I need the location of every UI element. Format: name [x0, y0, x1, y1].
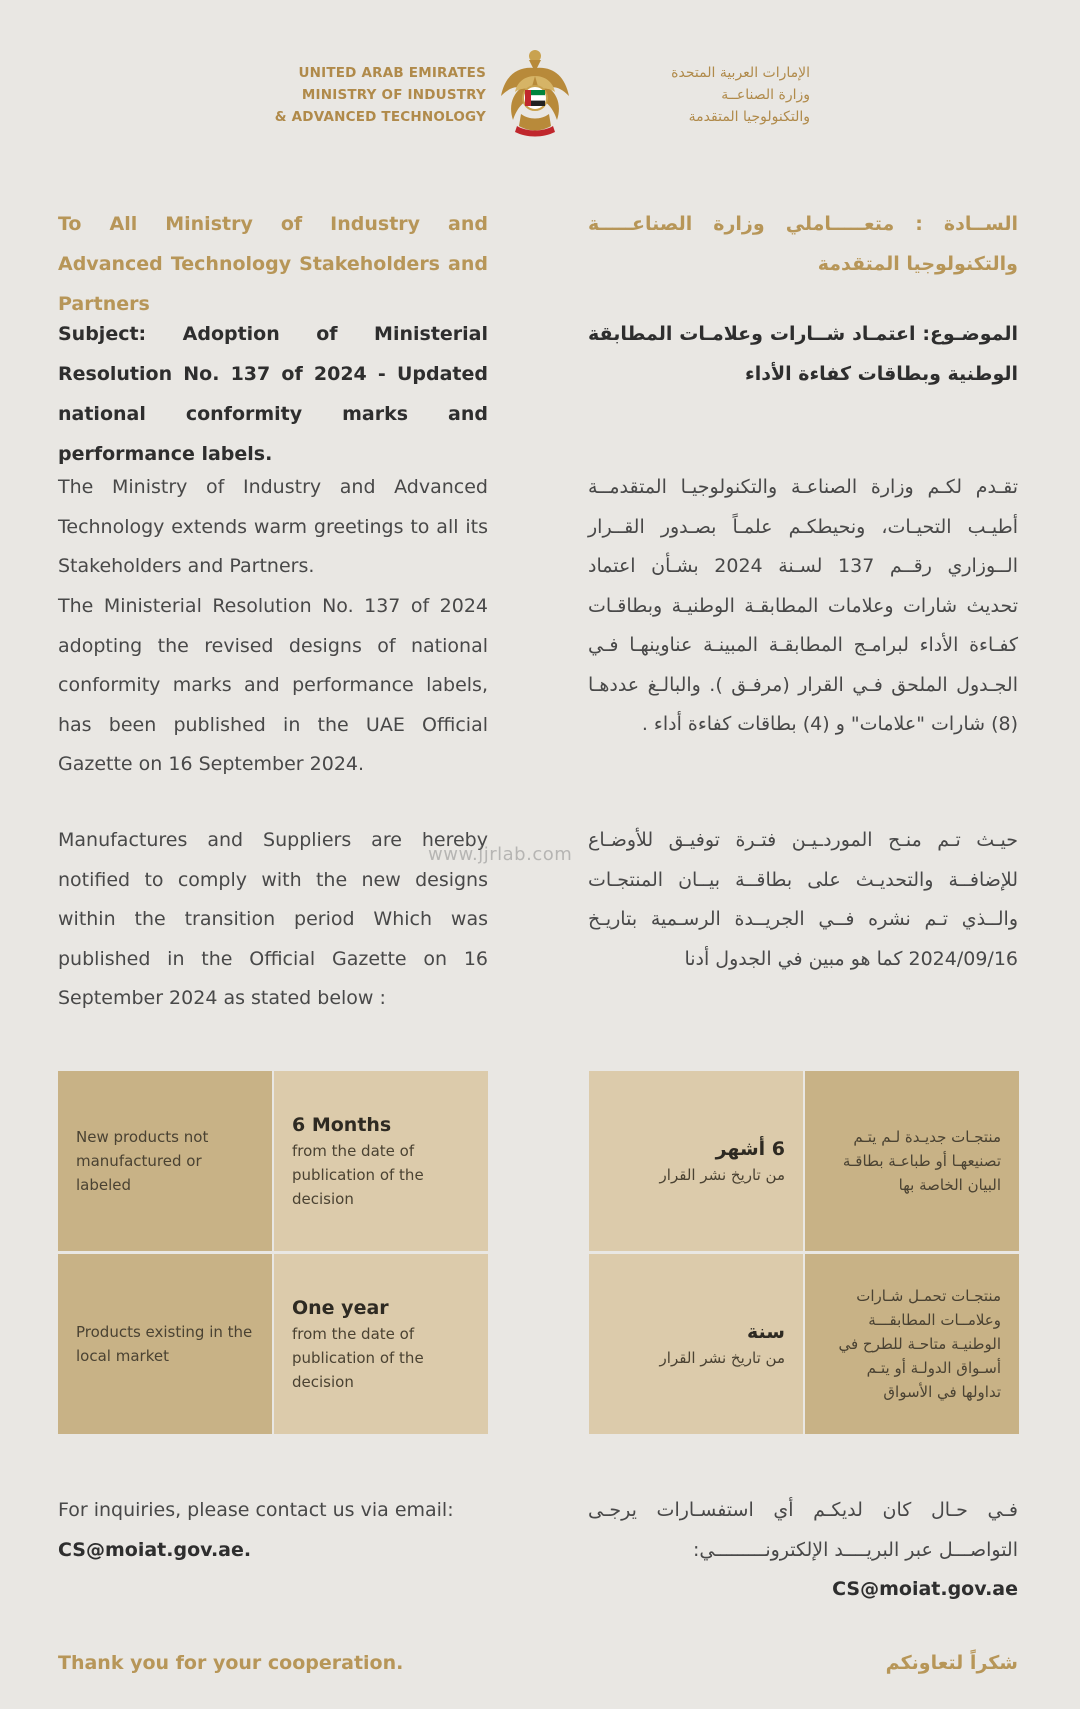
period-description: من تاريخ نشر القرار [659, 1349, 785, 1367]
table-cell-category [58, 1071, 272, 1251]
period-description: من تاريخ نشر القرار [659, 1166, 785, 1184]
arabic-inquiry-text: فـي حـال كان لديكـم أي استفسـارات يرجـى التواصـــل عبر البريــــد الإلكترونـــــــــي: [588, 1499, 1018, 1561]
arabic-thanks: شكراً لتعاونكم [885, 1652, 1018, 1674]
arabic-subject: الموضـوع: اعتمـاد شــارات وعلامـات المطابقة الوطنية وبطاقات كفاءة الأداء [588, 323, 1018, 385]
category-label: New products not manufactured or labeled [76, 1128, 209, 1194]
arabic-transition-table [589, 1071, 1019, 1434]
arabic-inquiry [588, 1491, 1018, 1610]
header-en-line3: & ADVANCED TECHNOLOGY [274, 109, 486, 125]
arabic-paragraph-1: تقـدم لكـم وزارة الصناعـة والتكنولوجيـا المتقدمــة أطيـب التحيـات، ونحيطكـم علمـاً بصـدور القــرار الــوزاري رقــم 137 لسـنة 2024 بشـأن اعتماد تحديث شارات وعلامات المطابقـة الوطنيـة وبطاقـات كفـاءة الأداء لبرامـج المطابقـة المبينـة عناوينهـا فـي الجـدول الملحق فـي القرار (مرفـق ). والبالـغ عددهـا (8) شارات "علامات" و (4) بطاقات كفاءة أداء . [588, 476, 1018, 735]
table-cell-category [805, 1254, 1019, 1434]
period-value: One year [292, 1297, 389, 1319]
period-value: سنة [747, 1321, 785, 1343]
english-inquiry [58, 1491, 488, 1570]
header-ar-line1: الإمارات العربية المتحدة [671, 65, 810, 81]
english-paragraph-1b: The Ministerial Resolution No. 137 of 2024 adopting the revised designs of national conformity marks and performance labels, has been published in the UAE Official Gazette on 16 September 2024. [58, 595, 488, 775]
table-cell-period [274, 1254, 488, 1434]
header-arabic [590, 62, 810, 128]
table-cell-category [58, 1254, 272, 1434]
category-label: Products existing in the local market [76, 1323, 253, 1365]
arabic-email-link[interactable]: CS@moiat.gov.ae [832, 1578, 1018, 1600]
period-description: from the date of publication of the decision [292, 1325, 424, 1391]
english-subject: Subject: Adoption of Ministerial Resolution No. 137 of 2024 - Updated national conformity marks and performance labels. [58, 323, 488, 465]
arabic-paragraph-2: حيـث تـم منـح الموردـيـن فتـرة توفيـق للأوضـاع للإضافــة والتحديـث على بطاقــة بيــان المنتجـات والــذي تـم نشره فــي الجريــدة الرسـمية بتاريـخ 2024/09/16 كما هو مبين في الجدول أدنا [588, 829, 1018, 970]
english-inquiry-text: For inquiries, please contact us via email: [58, 1499, 454, 1521]
period-value: 6 Months [292, 1114, 392, 1136]
uae-emblem-icon [499, 46, 571, 138]
english-paragraph-1a: The Ministry of Industry and Advanced Technology extends warm greetings to all its Stakeholders and Partners. [58, 476, 488, 577]
table-cell-period [274, 1071, 488, 1251]
table-cell-period [589, 1071, 803, 1251]
header-en-line1: UNITED ARAB EMIRATES [298, 65, 486, 81]
period-description: from the date of publication of the decision [292, 1142, 424, 1208]
arabic-recipient-title: الســادة : متعـــــاملي وزارة الصناعـــــة والتكنولوجيا المتقدمة [588, 213, 1018, 275]
header-ar-line3: والتكنولوجيا المتقدمة [688, 109, 810, 125]
category-label: منتجـات جديـدة لـم يتـم تصنيعهـا أو طباعـة بطاقـة البيان الخاصة بها [842, 1128, 1001, 1194]
header-en-line2: MINISTRY OF INDUSTRY [301, 87, 486, 103]
english-paragraph-2: Manufactures and Suppliers are hereby notified to comply with the new designs within the transition period Which was published in the Official Gazette on 16 September 2024 as stated below : [58, 829, 488, 1009]
category-label: منتجـات تحمـل شـارات وعلامــات المطابقـــة الوطنيـة متاحـة للطرح في أسـواق الدولـة أو يتـم تداولها في الأسواق [838, 1287, 1001, 1401]
english-email-link[interactable]: CS@moiat.gov.ae. [58, 1538, 252, 1561]
english-transition-table [58, 1071, 488, 1434]
watermark: www.jjrlab.com [428, 844, 573, 865]
period-value: 6 أشهر [715, 1138, 785, 1160]
header-ar-line2: وزارة الصناعــة [721, 87, 810, 103]
english-recipient-title: To All Ministry of Industry and Advanced Technology Stakeholders and Partners [58, 213, 488, 315]
english-thanks: Thank you for your cooperation. [58, 1652, 404, 1674]
header-english [275, 62, 486, 128]
table-cell-period [589, 1254, 803, 1434]
table-cell-category [805, 1071, 1019, 1251]
